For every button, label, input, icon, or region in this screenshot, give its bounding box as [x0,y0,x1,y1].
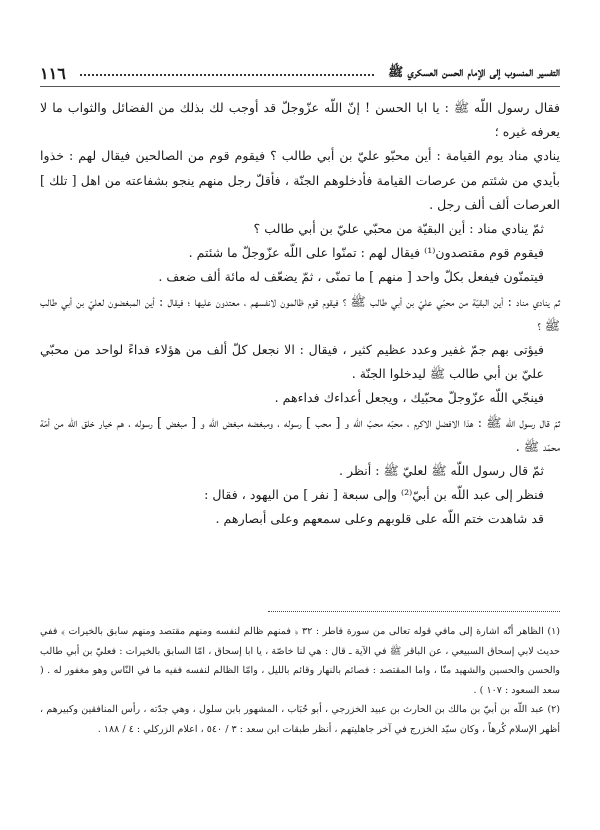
footnote: (٢) عبد اللّه بن أبيّ بن مالك بن الحارث بن عبيد الخزرجي ، أبو حُبَاب ، المشهور بابن سلول ، وهي جدّته ، رأس المنافقين وكبيرهم ، أظهر الإسلام كُرهاً ، وكان سيّد الخزرج في آخر جاهليتهم ، أنظر طبقات ابن سعد : ٣ / ٥٤٠ ، اعلام الزركلي : ٤ / ١٨٨ . [40,704,560,735]
paragraph: فينجّي اللّه عزّوجلّ محبّيك ، ويجعل أعداءك فداءهم . [274,390,544,406]
paragraph: فقال رسول اللّه ﷺ : يا ابا الحسن ! إنّ اللّه عزّوجلّ قد أوجب لك بذلك من الفضائل والثواب ما لا يعرفه غيره ؛ [40,100,560,140]
paragraph: ثم ينادي مناد : أين البقيّة من محبّي عليّ بن أبي طالب ﷺ ؟ فيقوم قوم ظالمون لانفسهم ، معتدون عليها ؛ فيقال : أين المبغضون لعليّ بن أبي طالب ﷺ ؟ [40,293,560,333]
paragraph: ثمّ ينادي مناد : أين البقيّة من محبّي عليّ بن أبي طالب ؟ [253,221,544,237]
paragraph: فيؤتى بهم جمّ غفير وعدد عظيم كثير ، فيقال : الا نجعل كلّ ألف من هؤلاء فداءً لواحد من محبّي عليّ بن أبي طالب ﷺ ليدخلوا الجنّة . [40,342,544,382]
header-dotted-leader [80,74,374,76]
footnote-separator [268,611,560,612]
paragraph: فيتمنّون فيفعل بكلّ واحد [ منهم ] ما تمنّى ، ثمّ يضعّف له مائة ألف ضعف . [158,269,544,285]
footnote: (١) الظاهر أنّه اشارة إلى مافي قوله تعالى من سورة فاطر : ٣٢ ﴿ فمنهم ظالم لنفسه ومنهم مقتصد ومنهم سابق بالخيرات ﴾ ففي حديث لابي إسحاق السبيعي ، عن الباقر ﷺ في الآية ـ قال : هي لنا خاصّة ، يا ابا إسحاق ، امّا السابق بالخيرات : فعليّ بن أبي طالب والحسن والحسين والشهيد منّا ، واما المقتصد : فصائم بالنهار وقائم بالليل ، وامّا الظالم لنفسه ففيه ما في النّاس وهو مغفور له . ( سعد السعود : ١٠٧ ) . [40,626,560,696]
paragraph: ثمّ قال رسول اللّه ﷺ لعليّ ﷺ : أنظر . [338,463,544,479]
paragraph: ينادي مناد يوم القيامة : أين محبّو عليّ بن أبي طالب ؟ فيقوم قوم من الصالحين فيقال لهم : خذوا بأيدي من شئتم من عرصات القيامة فأدخلوهم الجنّة ، فأقلّ رجل منهم ينجو بشفاعته من اهل [ تلك ] العرصات ألف ألف رجل . [40,148,560,212]
page-number: ١١٦ [40,63,66,83]
paragraph: فنظر إلى عبد اللّه بن أبيّ⁽²⁾ وإلى سبعة [ نفر ] من اليهود ، فقال : [204,487,544,503]
paragraph: ثمّ قال رسول اللّه ﷺ : هذا الافضل الاكرم ، محبّه محبّ اللّه و [ محب ] رسوله ، ومبغضه مبغض اللّه و [ مبغض ] رسوله ، هم خيار خلق اللّه من أمّة محمّد ﷺ . [40,414,560,454]
footnotes [40,622,560,740]
paragraph: قد شاهدت ختم اللّه على قلوبهم وعلى سمعهم وعلى أبصارهم . [215,511,544,527]
running-title: التفسير المنسوب إلى الإمام الحسن العسكري ﷺ [388,63,560,79]
main-text [40,96,560,532]
paragraph: فيقوم قوم مقتصدون⁽¹⁾ فيقال لهم : تمنّوا على اللّه عزّوجلّ ما شئتم . [188,245,544,261]
header-rule [40,86,560,87]
running-header [40,62,560,84]
